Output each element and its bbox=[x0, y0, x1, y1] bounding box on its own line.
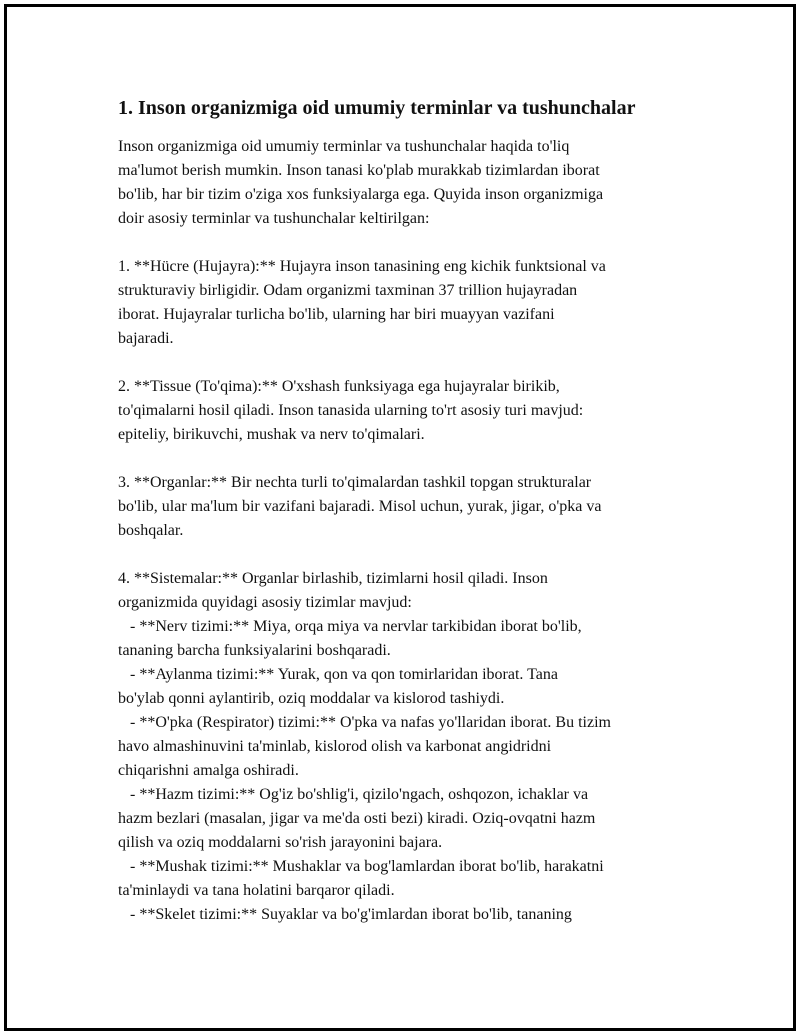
document-content bbox=[118, 95, 698, 927]
document-page bbox=[4, 4, 796, 1031]
document-body: Inson organizmiga oid umumiy terminlar va tushunchalar haqida to'liq ma'lumot berish mumkin. Inson tanasi ko'plab murakkab tizimlardan iborat bo'lib, har bir tizim o'ziga xos funksiyalarga ega. Quyida inson organizmiga doir asosiy terminlar va tushunchalar keltirilgan: 1. **Hücre (Hujayra):** Hujayra inson tanasining eng kichik funktsional va strukturaviy birligidir. Odam organizmi taxminan 37 trillion hujayradan iborat. Hujayralar turlicha bo'lib, ularning har biri muayyan vazifani bajaradi. 2. **Tissue (To'qima):** O'xshash funksiyaga ega hujayralar birikib, to'qimalarni hosil qiladi. Inson tanasida ularning to'rt asosiy turi mavjud: epiteliy, birikuvchi, mushak va nerv to'qimalari. 3. **Organlar:** Bir nechta turli to'qimalardan tashkil topgan strukturalar bo'lib, ular ma'lum bir vazifani bajaradi. Misol uchun, yurak, jigar, o'pka va boshqalar. 4. **Sistemalar:** Organlar birlashib, tizimlarni hosil qiladi. Inson organizmida quyidagi asosiy tizimlar mavjud: - **Nerv tizimi:** Miya, orqa miya va nervlar tarkibidan iborat bo'lib, tananing barcha funksiyalarini boshqaradi. - **Aylanma tizimi:** Yurak, qon va qon tomirlaridan iborat. Tana bo'ylab qonni aylantirib, oziq moddalar va kislorod tashiydi. - **O'pka (Respirator) tizimi:** O'pka va nafas yo'llaridan iborat. Bu tizim havo almashinuvini ta'minlab, kislorod olish va karbonat angidridni chiqarishni amalga oshiradi. - **Hazm tizimi:** Og'iz bo'shlig'i, qizilo'ngach, oshqozon, ichaklar va hazm bezlari (masalan, jigar va me'da osti bezi) kiradi. Oziq-ovqatni hazm qilish va oziq moddalarni so'rish jarayonini bajara. - **Mushak tizimi:** Mushaklar va bog'lamlardan iborat bo'lib, harakatni ta'minlaydi va tana holatini barqaror qiladi. - **Skelet tizimi:** Suyaklar va bo'g'imlardan iborat bo'lib, tananing bbox=[118, 138, 611, 923]
document-title: 1. Inson organizmiga oid umumiy terminlar va tushunchalar bbox=[118, 97, 636, 119]
